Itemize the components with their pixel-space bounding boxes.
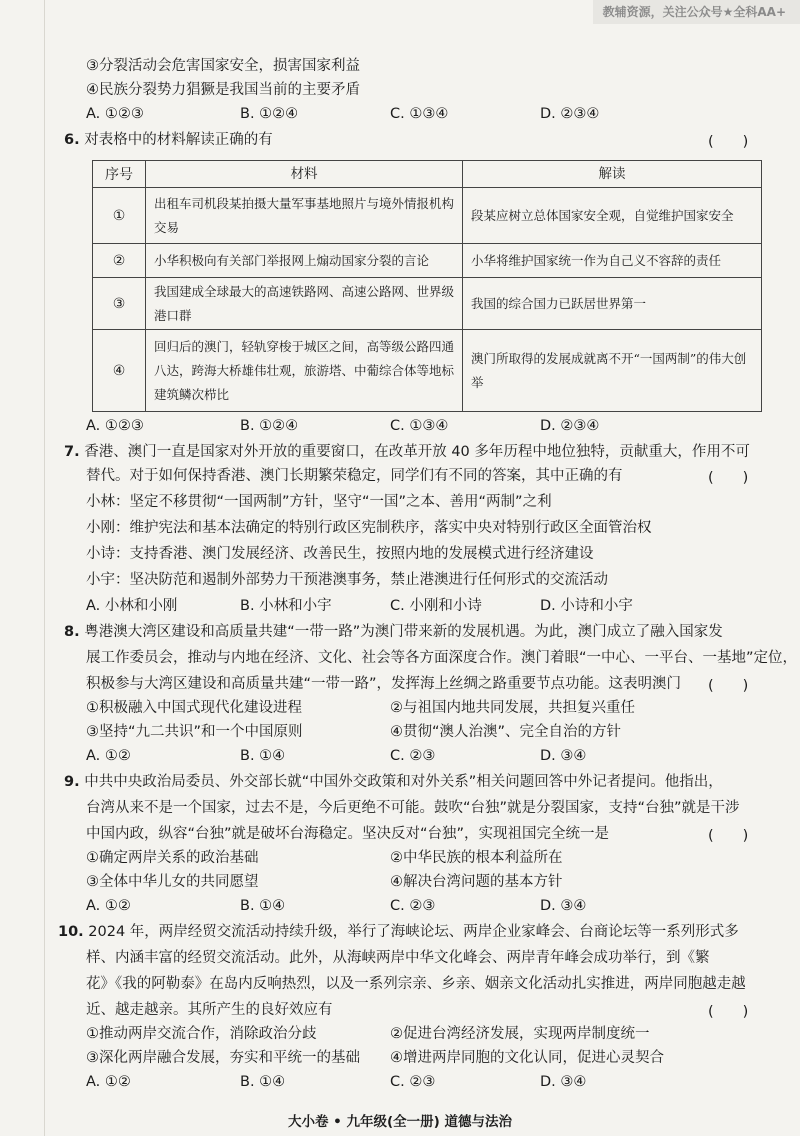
q7-statement-xiaogang: 小刚：维护宪法和基本法确定的特别行政区宪制秩序，落实中央对特别行政区全面管治权 bbox=[86, 520, 652, 536]
q10-item-3: ③深化两岸融合发展，夯实和平统一的基础 bbox=[86, 1050, 360, 1066]
q6-option-d: D. ②③④ bbox=[540, 418, 600, 434]
q9-stem-line-2: 台湾从来不是一个国家，过去不是，今后更绝不可能。鼓吹“台独”就是分裂国家，支持“台独”就是干涉 bbox=[86, 800, 740, 816]
q7-statement-xiaoyu: 小宇：坚决防范和遏制外部势力干预港澳事务，禁止港澳进行任何形式的交流活动 bbox=[86, 572, 608, 588]
page-footer: 大小卷 • 九年级(全一册) 道德与法治 bbox=[287, 1114, 513, 1130]
q5-item-3: ③分裂活动会危害国家安全，损害国家利益 bbox=[86, 58, 360, 74]
q8-stem-line-1 bbox=[64, 622, 723, 642]
q10-stem-line-1 bbox=[58, 922, 739, 942]
q10-number: 10. bbox=[58, 924, 84, 940]
q8-item-3: ③坚持“九二共识”和一个中国原则 bbox=[86, 724, 303, 740]
q10-option-b: B. ①④ bbox=[240, 1074, 286, 1090]
q10-option-d: D. ③④ bbox=[540, 1074, 587, 1090]
q7-option-b: B. 小林和小宇 bbox=[240, 598, 332, 614]
q8-item-2: ②与祖国内地共同发展，共担复兴重任 bbox=[390, 700, 635, 716]
q9-item-1: ①确定两岸关系的政治基础 bbox=[86, 850, 259, 866]
q6-stem bbox=[64, 130, 273, 150]
q5-option-a: A. ①②③ bbox=[86, 106, 144, 122]
q5-item-4: ④民族分裂势力猖獗是我国当前的主要矛盾 bbox=[86, 82, 360, 98]
q10-option-a: A. ①② bbox=[86, 1074, 131, 1090]
table-header-reading: 解读 bbox=[463, 161, 762, 188]
q8-answer-paren: ( ) bbox=[708, 678, 749, 694]
table-cell-no: ④ bbox=[93, 330, 146, 412]
q6-option-c: C. ①③④ bbox=[390, 418, 449, 434]
q6-option-b: B. ①②④ bbox=[240, 418, 299, 434]
q7-stem-line-2: 替代。对于如何保持香港、澳门长期繁荣稳定，同学们有不同的答案，其中正确的有 bbox=[86, 468, 623, 484]
table-cell-material: 出租车司机段某拍摄大量军事基地照片与境外情报机构交易 bbox=[146, 188, 463, 244]
q9-option-a: A. ①② bbox=[86, 898, 131, 914]
table-header-material: 材料 bbox=[146, 161, 463, 188]
q9-item-4: ④解决台湾问题的基本方针 bbox=[390, 874, 563, 890]
table-cell-material: 我国建成全球最大的高速铁路网、高速公路网、世界级港口群 bbox=[146, 278, 463, 330]
q6-answer-paren: ( ) bbox=[708, 134, 749, 150]
q7-option-a: A. 小林和小刚 bbox=[86, 598, 178, 614]
q10-stem-line-4: 近、越走越亲。其所产生的良好效应有 bbox=[86, 1002, 333, 1018]
q9-stem-line-3: 中国内政，纵容“台独”就是破坏台海稳定。坚决反对“台独”，实现祖国完全统一是 bbox=[86, 826, 610, 842]
binding-margin-line bbox=[44, 0, 45, 1136]
table-cell-reading: 段某应树立总体国家安全观，自觉维护国家安全 bbox=[463, 188, 762, 244]
q8-stem-line-2: 展工作委员会，推动与内地在经济、文化、社会等各方面深度合作。澳门着眼“一中心、一平台、一基地”定位， bbox=[86, 650, 798, 666]
q8-option-b: B. ①④ bbox=[240, 748, 286, 764]
table-cell-reading: 澳门所取得的发展成就离不开“一国两制”的伟大创举 bbox=[463, 330, 762, 412]
q7-number: 7. bbox=[64, 444, 80, 460]
q8-option-c: C. ②③ bbox=[390, 748, 436, 764]
header-tag: 教辅资源，关注公众号★全科AA+ bbox=[593, 0, 800, 24]
q8-stem-text-1: 粤港澳大湾区建设和高质量共建“一带一路”为澳门带来新的发展机遇。为此，澳门成立了融入国家发 bbox=[84, 624, 723, 640]
q10-stem-line-2: 样、内涵丰富的经贸交流活动。此外，从海峡两岸中华文化峰会、两岸青年峰会成功举行，到《繁 bbox=[86, 950, 710, 966]
q5-option-b: B. ①②④ bbox=[240, 106, 299, 122]
q7-statement-xiaoshi: 小诗：支持香港、澳门发展经济、改善民生，按照内地的发展模式进行经济建设 bbox=[86, 546, 594, 562]
q6-stem-text: 对表格中的材料解读正确的有 bbox=[84, 132, 273, 148]
q9-item-2: ②中华民族的根本利益所在 bbox=[390, 850, 563, 866]
q10-item-2: ②促进台湾经济发展，实现两岸制度统一 bbox=[390, 1026, 650, 1042]
q10-stem-text-1: 2024 年，两岸经贸交流活动持续升级，举行了海峡论坛、两岸企业家峰会、台商论坛等一系列形式多 bbox=[88, 924, 739, 940]
table-row bbox=[93, 188, 762, 244]
q8-stem-line-3: 积极参与大湾区建设和高质量共建“一带一路”，发挥海上丝绸之路重要节点功能。这表明澳门 bbox=[86, 676, 682, 692]
q10-answer-paren: ( ) bbox=[708, 1004, 749, 1020]
table-cell-no: ② bbox=[93, 244, 146, 278]
table-row bbox=[93, 330, 762, 412]
q8-option-a: A. ①② bbox=[86, 748, 131, 764]
q7-stem-text-1: 香港、澳门一直是国家对外开放的重要窗口，在改革开放 40 多年历程中地位独特，贡献重大，作用不可 bbox=[84, 444, 750, 460]
table-cell-no: ① bbox=[93, 188, 146, 244]
q9-stem-line-1 bbox=[64, 772, 723, 792]
q10-stem-line-3: 花》《我的阿勒泰》在岛内反响热烈，以及一系列宗亲、乡亲、姻亲文化活动扎实推进，两岸同胞越走越 bbox=[86, 976, 746, 992]
table-cell-material: 小华积极向有关部门举报网上煽动国家分裂的言论 bbox=[146, 244, 463, 278]
q7-option-d: D. 小诗和小宇 bbox=[540, 598, 633, 614]
table-header-no: 序号 bbox=[93, 161, 146, 188]
q9-option-c: C. ②③ bbox=[390, 898, 436, 914]
q6-table bbox=[92, 160, 762, 412]
table-cell-reading: 我国的综合国力已跃居世界第一 bbox=[463, 278, 762, 330]
table-cell-reading: 小华将维护国家统一作为自己义不容辞的责任 bbox=[463, 244, 762, 278]
q7-statement-xiaolin: 小林：坚定不移贯彻“一国两制”方针，坚守“一国”之本、善用“两制”之利 bbox=[86, 494, 552, 510]
q5-option-c: C. ①③④ bbox=[390, 106, 449, 122]
q9-option-d: D. ③④ bbox=[540, 898, 587, 914]
table-cell-material: 回归后的澳门，轻轨穿梭于城区之间，高等级公路四通八达，跨海大桥雄伟壮观，旅游塔、中葡综合体等地标建筑鳞次栉比 bbox=[146, 330, 463, 412]
q8-item-4: ④贯彻“澳人治澳”、完全自治的方针 bbox=[390, 724, 622, 740]
table-header-row bbox=[93, 161, 762, 188]
q10-option-c: C. ②③ bbox=[390, 1074, 436, 1090]
q7-option-c: C. 小刚和小诗 bbox=[390, 598, 482, 614]
table-row bbox=[93, 244, 762, 278]
q5-option-d: D. ②③④ bbox=[540, 106, 600, 122]
q9-number: 9. bbox=[64, 774, 80, 790]
q6-number: 6. bbox=[64, 132, 80, 148]
q9-item-3: ③全体中华儿女的共同愿望 bbox=[86, 874, 259, 890]
table-cell-no: ③ bbox=[93, 278, 146, 330]
q8-option-d: D. ③④ bbox=[540, 748, 587, 764]
q6-option-a: A. ①②③ bbox=[86, 418, 144, 434]
q9-answer-paren: ( ) bbox=[708, 828, 749, 844]
q7-stem-line-1 bbox=[64, 442, 750, 462]
q7-answer-paren: ( ) bbox=[708, 470, 749, 486]
q8-item-1: ①积极融入中国式现代化建设进程 bbox=[86, 700, 302, 716]
table-row bbox=[93, 278, 762, 330]
q10-item-4: ④增进两岸同胞的文化认同，促进心灵契合 bbox=[390, 1050, 664, 1066]
q9-option-b: B. ①④ bbox=[240, 898, 286, 914]
q9-stem-text-1: 中共中央政治局委员、外交部长就“中国外交政策和对外关系”相关问题回答中外记者提问。他指出， bbox=[84, 774, 723, 790]
q10-item-1: ①推动两岸交流合作，消除政治分歧 bbox=[86, 1026, 317, 1042]
q8-number: 8. bbox=[64, 624, 80, 640]
